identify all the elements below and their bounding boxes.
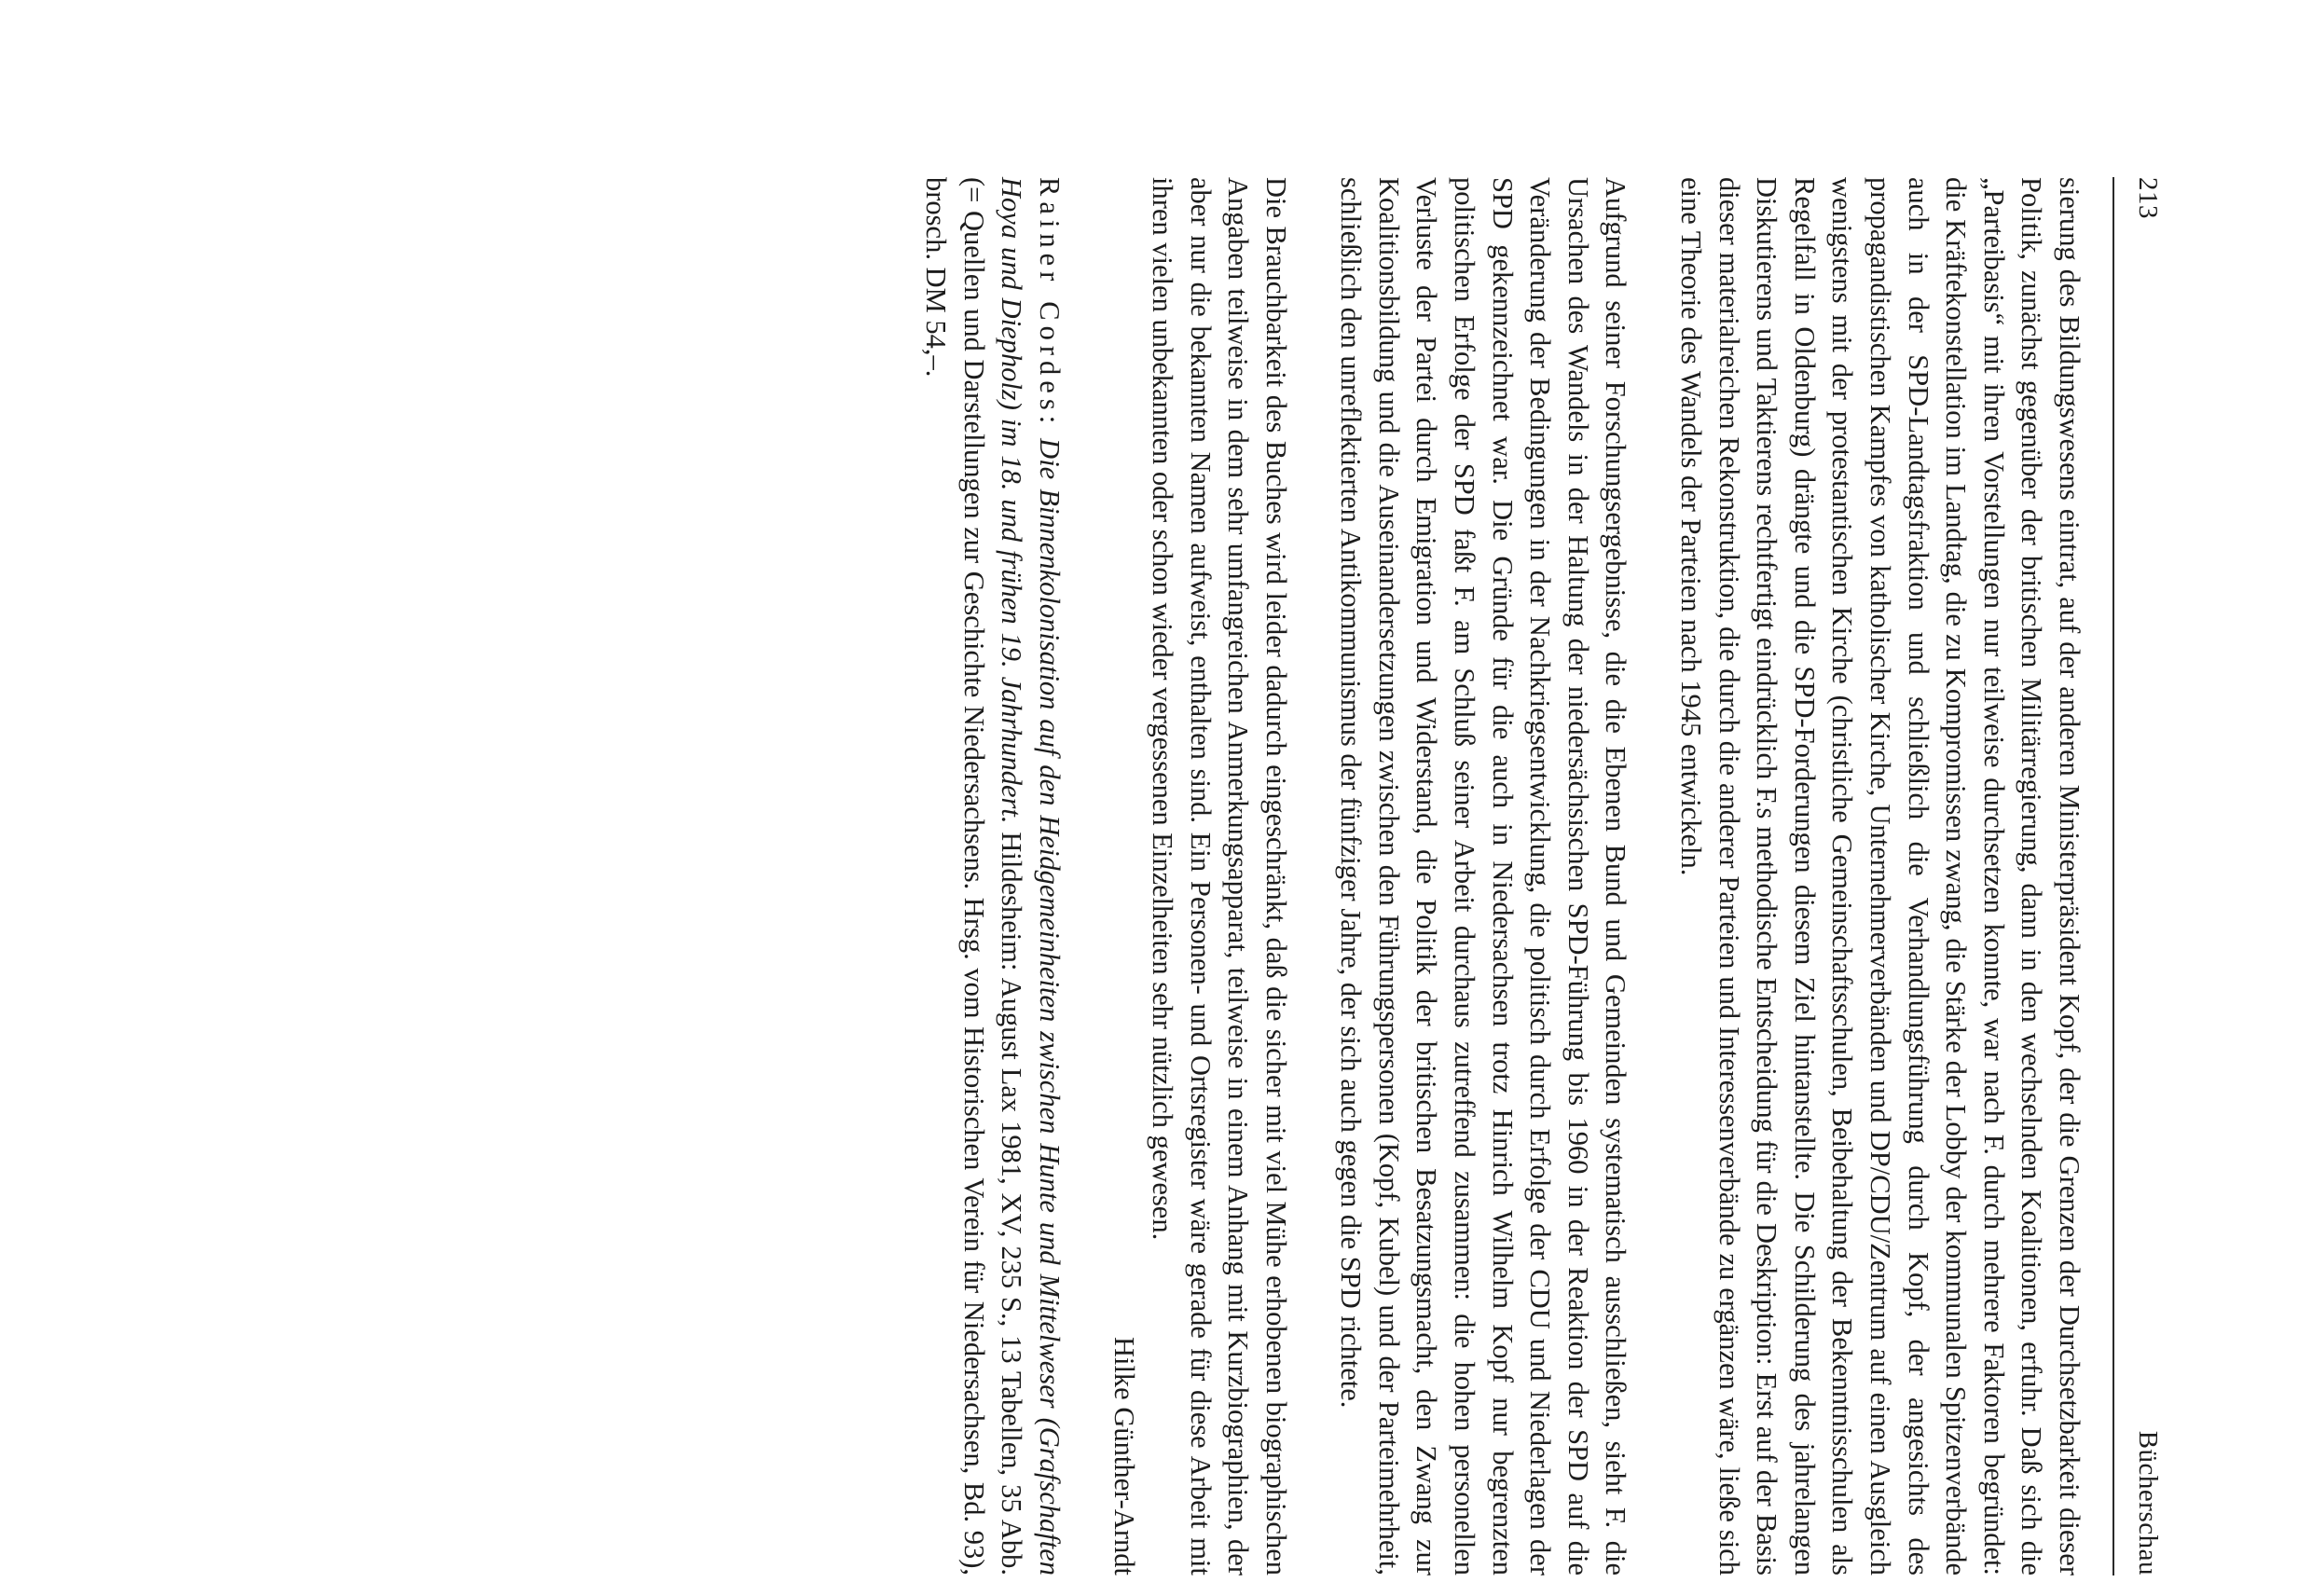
reviewer-signature: Hilke Günther-Arndt bbox=[1108, 1336, 1141, 1575]
body-text bbox=[916, 177, 2088, 1575]
book-citation bbox=[916, 177, 1067, 1575]
rotated-book-page bbox=[28, 177, 2172, 1575]
page-number: 213 bbox=[2133, 177, 2163, 219]
book-title: Die Binnenkolonisation auf den Heidgemeinheiten zwischen Hunte und Mittelweser (Grafschaften Hoya und Diepholz) im 18. und frühen 19. Jahrhundert. bbox=[996, 177, 1066, 1576]
review-paragraph-2: Aufgrund seiner Forschungsergebnisse, die die Ebenen Bund und Gemeinden systematisch ausschließen, sieht F. die Ursachen des Wandels in der Haltung der niedersächsischen SPD-Führung bis 1960 in der Reaktion der SPD auf die Veränderung der Bedingungen in der Nachkriegsentwicklung, die politisch durch Erfolge der CDU und Niederlagen der SPD gekennzeichnet war. Die Gründe für die auch in Niedersachsen trotz Hinrich Wilhelm Kopf nur begrenzten politischen Erfolge der SPD faßt F. am Schluß seiner Arbeit durchaus zutreffend zusammen: die hohen personellen Verluste der Partei durch Emigration und Widerstand, die Politik der britischen Besatzungsmacht, den Zwang zur Koalitionsbildung und die Auseinandersetzungen zwischen den Führungspersonen (Kopf, Kubel) und der Parteimehrheit, schließlich den unreflektierten Antikommunismus der fünfziger Jahre, der sich auch gegen die SPD richtete. bbox=[1335, 177, 1632, 1575]
book-author: Rainer Cordes: bbox=[1033, 177, 1066, 430]
review-paragraph-3: Die Brauchbarkeit des Buches wird leider dadurch eingeschränkt, daß die sicher mit viel Mühe erhobenen biographischen Angaben teilweise in dem sehr umfangreichen Anmerkungsapparat, teilweise in einem Anhang mit Kurzbiographien, der aber nur die bekannten Namen aufweist, enthalten sind. Ein Personen- und Ortsregister wäre gerade für diese Arbeit mit ihren vielen unbekannten oder schon wieder vergessenen Einzelheiten sehr nützlich gewesen. bbox=[1146, 177, 1292, 1575]
running-head bbox=[2116, 177, 2172, 1575]
section-title: Bücherschau bbox=[2133, 1430, 2163, 1575]
header-rule bbox=[2112, 177, 2114, 1575]
book-publication-details: Hildesheim: August Lax 1981, XV, 235 S., 13 Tabellen, 35 Abb. (= Quellen und Darstellungen zur Geschichte Niedersachsens. Hrsg. vom Historischen Verein für Niedersachsen, Bd. 93), brosch. DM 54,–. bbox=[919, 177, 1028, 1575]
review-paragraph-1: sierung des Bildungswesens eintrat, auf der anderen Ministerpräsident Kopf, der die Grenzen der Durchsetzbarkeit dieser Politik, zunächst gegenüber der britischen Militärregierung, dann in den wechselnden Koalitionen, erfuhr. Daß sich die „Parteibasis“ mit ihren Vorstellungen nur teilweise durchsetzen konnte, war nach F. durch mehrere Faktoren begründet: die Kräftekonstellation im Landtag, die zu Kompromissen zwang, die Stärke der Lobby der kommunalen Spitzenverbände auch in der SPD-Landtagsfraktion und schließlich die Verhandlungsführung durch Kopf, der angesichts des propagandistischen Kampfes von katholischer Kirche, Unternehmerverbänden und DP/CDU/Zentrum auf einen Ausgleich wenigstens mit der protestantischen Kirche (christliche Gemeinschaftsschulen, Beibehaltung der Bekenntnisschulen als Regelfall in Oldenburg) drängte und die SPD-Forderungen diesem Ziel hintanstellte. Die Schilderung des jahrelangen Diskutierens und Taktierens rechtfertigt eindrücklich F.s methodische Entscheidung für die Deskription: Erst auf der Basis dieser materialreichen Rekonstruktion, die durch die anderer Parteien und Interessenverbände zu ergänzen wäre, ließe sich eine Theorie des Wandels der Parteien nach 1945 entwickeln. bbox=[1675, 177, 2085, 1575]
